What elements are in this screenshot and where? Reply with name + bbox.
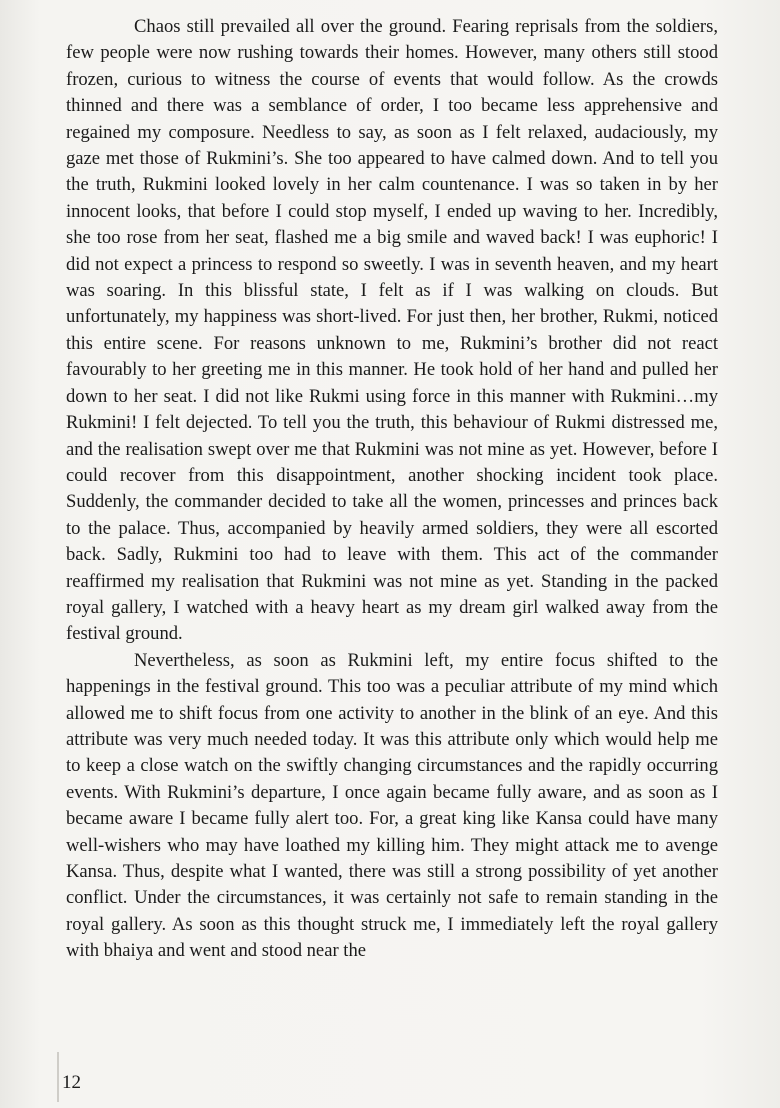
paragraph-2: Nevertheless, as soon as Rukmini left, my entire focus shifted to the happenings in the festival ground. This too was a peculiar attribute of my mind which allowed me to shift focus from one activity to another in the blink of an eye. And this attribute was very much needed today. It was this attribute only which would help me to keep a close watch on the swiftly changing circumstances and the rapidly occurring events. With Rukmini’s departure, I once again became fully aware, and as soon as I became aware I became fully alert too. For, a great king like Kansa could have many well-wishers who may have loathed my killing him. They might attack me to avenge Kansa. Thus, despite what I wanted, there was still a strong possibility of yet another conflict. Under the circumstances, it was certainly not safe to remain standing in the royal gallery. As soon as this thought struck me, I immediately left the royal gallery with bhaiya and went and stood near the bbox=[66, 649, 718, 962]
gutter-shadow bbox=[57, 1052, 59, 1102]
body-text bbox=[66, 14, 718, 965]
page-number: 12 bbox=[62, 1072, 81, 1093]
paragraph-1: Chaos still prevailed all over the ground. Fearing reprisals from the soldiers, few people were now rushing towards their homes. However, many others still stood frozen, curious to witness the course of events that would follow. As the crowds thinned and there was a semblance of order, I too became less apprehensive and regained my composure. Needless to say, as soon as I felt relaxed, audaciously, my gaze met those of Rukmini’s. She too appeared to have calmed down. And to tell you the truth, Rukmini looked lovely in her calm countenance. I was so taken in by her innocent looks, that before I could stop myself, I ended up waving to her. Incredibly, she too rose from her seat, flashed me a big smile and waved back! I was euphoric! I did not expect a princess to respond so sweetly. I was in seventh heaven, and my heart was soaring. In this blissful state, I felt as if I was walking on clouds. But unfortunately, my happiness was short-lived. For just then, her brother, Rukmi, noticed this entire scene. For reasons unknown to me, Rukmini’s brother did not react favourably to her greeting me in this manner. He took hold of her hand and pulled her down to her seat. I did not like Rukmi using force in this manner with Rukmini…my Rukmini! I felt dejected. To tell you the truth, this behaviour of Rukmi distressed me, and the realisation swept over me that Rukmini was not mine as yet. However, before I could recover from this disappointment, another shocking incident took place. Suddenly, the commander decided to take all the women, princesses and princes back to the palace. Thus, accompanied by heavily armed soldiers, they were all escorted back. Sadly, Rukmini too had to leave with them. This act of the commander reaffirmed my realisation that Rukmini was not mine as yet. Standing in the packed royal gallery, I watched with a heavy heart as my dream girl walked away from the festival ground. bbox=[66, 16, 718, 645]
